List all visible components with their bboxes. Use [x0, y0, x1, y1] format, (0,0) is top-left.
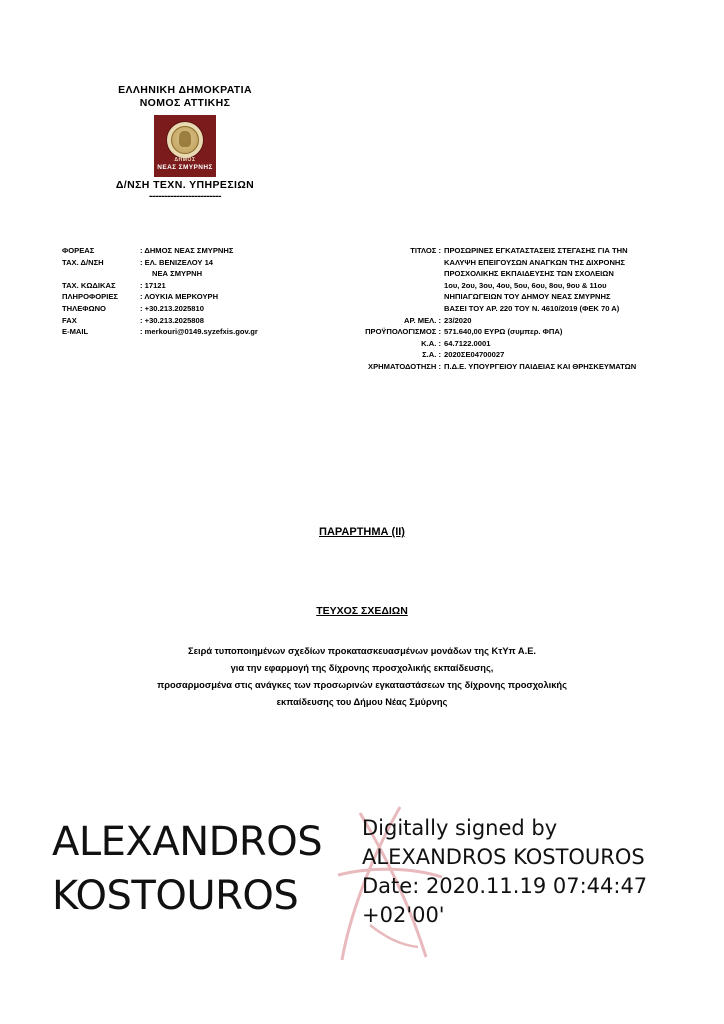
- project-info-block: [345, 245, 690, 373]
- info-label: ΤΑΧ. ΚΩΔΙΚΑΣ: [62, 280, 116, 290]
- republic-line: ΕΛΛΗΝΙΚΗ ΔΗΜΟΚΡΑΤΙΑ: [118, 84, 252, 96]
- signature-detail-line: Date: 2020.11.19 07:44:47: [362, 874, 648, 898]
- project-title-line: ΝΗΠΙΑΓΩΓΕΙΩΝ ΤΟΥ ΔΗΜΟΥ ΝΕΑΣ ΣΜΥΡΝΗΣ: [444, 292, 611, 302]
- info-label: ΤΗΛΕΦΩΝΟ: [62, 303, 106, 313]
- drawings-volume-title: ΤΕΥΧΟΣ ΣΧΕΔΙΩΝ: [316, 605, 408, 617]
- info-value: : +30.213.2025810: [140, 303, 204, 313]
- study-number-label: ΑΡ. ΜΕΛ. :: [403, 315, 441, 325]
- info-value: : +30.213.2025808: [140, 315, 204, 325]
- sa-code-value: 2020ΣΕ04700027: [444, 350, 505, 360]
- info-value: : ΛΟΥΚΙΑ ΜΕΡΚΟΥΡΗ: [140, 292, 219, 302]
- letterhead: [60, 84, 310, 202]
- table-row: [62, 268, 322, 280]
- spacer-cell: [345, 268, 444, 280]
- project-title-line: ΠΡΟΣΧΟΛΙΚΗΣ ΕΚΠΑΙΔΕΥΣΗΣ ΤΩΝ ΣΧΟΛΕΙΩΝ: [444, 269, 614, 279]
- project-title-label: ΤΙΤΛΟΣ :: [410, 246, 441, 255]
- info-value-email: : merkouri@0149.syzefxis.gov.gr: [140, 327, 258, 337]
- table-row: [345, 268, 690, 280]
- signature-name: [52, 815, 382, 923]
- table-row: [345, 326, 690, 338]
- table-row: [62, 257, 322, 269]
- contact-info-block: [62, 245, 322, 338]
- study-number-value: 23/2020: [444, 315, 472, 325]
- emblem-label-top: ΔΗΜΟΣ: [174, 157, 196, 163]
- document-description: [92, 643, 632, 711]
- emblem-label-bottom: ΝΕΑΣ ΣΜΥΡΝΗΣ: [157, 164, 213, 171]
- funding-label: ΧΡΗΜΑΤΟΔΟΤΗΣΗ :: [368, 361, 441, 371]
- table-row: [345, 361, 690, 373]
- table-row: [62, 303, 322, 315]
- prefecture-line: ΝΟΜΟΣ ΑΤΤΙΚΗΣ: [139, 97, 231, 109]
- info-label: ΤΑΧ. Δ/ΝΣΗ: [62, 257, 104, 267]
- table-row: [345, 303, 690, 315]
- table-row: [62, 245, 322, 257]
- description-line: προσαρμοσμένα στις ανάγκες των προσωρινών εγκαταστάσεων της δίχρονης προσχολικής: [157, 680, 567, 690]
- budget-label: ΠΡΟΫΠΟΛΟΓΙΣΜΟΣ :: [365, 327, 441, 337]
- table-row: [62, 280, 322, 292]
- spacer-cell: [345, 257, 444, 269]
- info-value: : ΕΛ. ΒΕΝΙΖΕΛΟΥ 14: [140, 257, 214, 267]
- table-row: [345, 349, 690, 361]
- annex-title: ΠΑΡΑΡΤΗΜΑ (ΙΙ): [319, 526, 405, 538]
- funding-value: Π.Δ.Ε. ΥΠΟΥΡΓΕΙΟΥ ΠΑΙΔΕΙΑΣ ΚΑΙ ΘΡΗΣΚΕΥΜΑΤΩΝ: [444, 361, 637, 371]
- info-value: ΝΕΑ ΣΜΥΡΝΗ: [152, 269, 203, 279]
- spacer-cell: [345, 280, 444, 292]
- info-value: : ΔΗΜΟΣ ΝΕΑΣ ΣΜΥΡΝΗΣ: [140, 246, 234, 255]
- table-row: [345, 291, 690, 303]
- table-row: [345, 257, 690, 269]
- signature-detail-line: Digitally signed by: [362, 816, 558, 840]
- spacer-cell: [345, 303, 444, 315]
- signature-name-line-1: ALEXANDROS: [52, 819, 323, 865]
- project-title-line: ΠΡΟΣΩΡΙΝΕΣ ΕΓΚΑΤΑΣΤΑΣΕΙΣ ΣΤΕΓΑΣΗΣ ΓΙΑ ΤΗΝ: [444, 246, 628, 255]
- table-row: [345, 315, 690, 327]
- signature-name-line-2: KOSTOUROS: [52, 873, 299, 919]
- signature-detail-line: ALEXANDROS KOSTOUROS: [362, 845, 645, 869]
- emblem-figure: [179, 131, 191, 147]
- ka-code-value: 64.7122.0001: [444, 338, 491, 348]
- description-line: για την εφαρμογή της δίχρονης προσχολικής εκπαίδευσης,: [230, 663, 494, 673]
- info-label: E-MAIL: [62, 327, 89, 337]
- info-label: ΠΛΗΡΟΦΟΡΙΕΣ: [62, 292, 118, 302]
- project-title-line: ΚΑΛΥΨΗ ΕΠΕΙΓΟΥΣΩΝ ΑΝΑΓΚΩΝ ΤΗΣ ΔΙΧΡΟΝΗΣ: [444, 257, 625, 267]
- table-row: [345, 280, 690, 292]
- budget-value: 571.640,00 ΕΥΡΩ (συμπερ. ΦΠΑ): [444, 327, 563, 337]
- project-title-table: [345, 245, 690, 373]
- info-label: ΦΟΡΕΑΣ: [62, 246, 95, 255]
- digital-signature-block: [0, 805, 724, 975]
- table-row: [62, 326, 322, 338]
- signature-detail-line: +02'00': [362, 903, 445, 927]
- table-row: [345, 245, 690, 257]
- municipality-emblem-icon: [154, 115, 216, 177]
- table-row: [345, 338, 690, 350]
- info-value: : 17121: [140, 280, 166, 290]
- description-line: Σειρά τυποποιημένων σχεδίων προκατασκευασμένων μονάδων της ΚτΥπ Α.Ε.: [188, 646, 536, 656]
- project-title-line: ΒΑΣΕΙ ΤΟΥ ΑΡ. 220 ΤΟΥ Ν. 4610/2019 (ΦΕΚ 70 Α): [444, 303, 620, 313]
- table-row: [62, 315, 322, 327]
- header-divider: ------------------------: [149, 190, 221, 202]
- info-label: [62, 268, 140, 280]
- project-title-line: 1ου, 2ου, 3ου, 4ου, 5ου, 6ου, 8ου, 9ου & 11ου: [444, 280, 607, 290]
- spacer-cell: [345, 291, 444, 303]
- contact-info-table: [62, 245, 322, 338]
- sa-code-label: Σ.Α. :: [422, 350, 441, 360]
- table-row: [62, 291, 322, 303]
- description-line: εκπαίδευσης του Δήμου Νέας Σμύρνης: [276, 697, 448, 707]
- info-label: FAX: [62, 315, 77, 325]
- department-line: Δ/ΝΣΗ ΤΕΧΝ. ΥΠΗΡΕΣΙΩΝ: [115, 179, 255, 191]
- ka-code-label: Κ.Α. :: [421, 338, 441, 348]
- signature-details: [362, 814, 702, 930]
